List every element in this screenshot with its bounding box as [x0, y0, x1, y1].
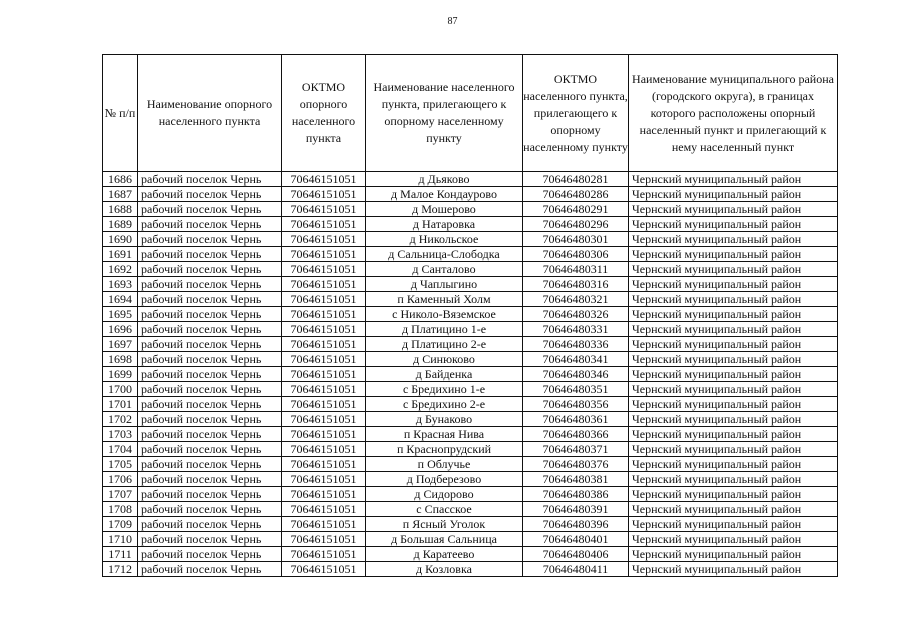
row-number-cell: 1697 [103, 337, 138, 352]
header-base-settlement: Наименование опорного населенного пункта [138, 55, 282, 172]
row-number-cell: 1709 [103, 517, 138, 532]
base-oktmo-cell: 70646151051 [282, 472, 366, 487]
municipal-district-cell: Чернский муниципальный район [629, 277, 838, 292]
base-settlement-cell: рабочий поселок Чернь [138, 217, 282, 232]
base-settlement-cell: рабочий поселок Чернь [138, 547, 282, 562]
adjacent-settlement-cell: п Краснопрудский [366, 442, 523, 457]
base-oktmo-cell: 70646151051 [282, 277, 366, 292]
row-number-cell: 1694 [103, 292, 138, 307]
adjacent-oktmo-cell: 70646480291 [523, 202, 629, 217]
row-number-cell: 1704 [103, 442, 138, 457]
table-row [103, 202, 838, 217]
base-oktmo-cell: 70646151051 [282, 532, 366, 547]
adjacent-settlement-cell: д Синюково [366, 352, 523, 367]
municipal-district-cell: Чернский муниципальный район [629, 427, 838, 442]
municipal-district-cell: Чернский муниципальный район [629, 382, 838, 397]
row-number-cell: 1696 [103, 322, 138, 337]
row-number-cell: 1708 [103, 502, 138, 517]
row-number-cell: 1711 [103, 547, 138, 562]
base-oktmo-cell: 70646151051 [282, 367, 366, 382]
adjacent-settlement-cell: п Ясный Уголок [366, 517, 523, 532]
row-number-cell: 1695 [103, 307, 138, 322]
row-number-cell: 1686 [103, 172, 138, 187]
table-row [103, 547, 838, 562]
adjacent-settlement-cell: д Сидорово [366, 487, 523, 502]
row-number-cell: 1707 [103, 487, 138, 502]
base-settlement-cell: рабочий поселок Чернь [138, 322, 282, 337]
table-row [103, 532, 838, 547]
base-settlement-cell: рабочий поселок Чернь [138, 457, 282, 472]
municipal-district-cell: Чернский муниципальный район [629, 247, 838, 262]
base-oktmo-cell: 70646151051 [282, 232, 366, 247]
municipal-district-cell: Чернский муниципальный район [629, 562, 838, 577]
table-row [103, 352, 838, 367]
municipal-district-cell: Чернский муниципальный район [629, 517, 838, 532]
base-oktmo-cell: 70646151051 [282, 502, 366, 517]
settlements-table [102, 54, 838, 577]
municipal-district-cell: Чернский муниципальный район [629, 202, 838, 217]
adjacent-settlement-cell: п Красная Нива [366, 427, 523, 442]
adjacent-oktmo-cell: 70646480406 [523, 547, 629, 562]
adjacent-oktmo-cell: 70646480326 [523, 307, 629, 322]
base-settlement-cell: рабочий поселок Чернь [138, 232, 282, 247]
base-settlement-cell: рабочий поселок Чернь [138, 382, 282, 397]
header-municipal-district: Наименование муниципального района (городского округа), в границах которого расположены опорный населенный пункт и прилегающий к нему населенный пункт [629, 55, 838, 172]
adjacent-oktmo-cell: 70646480411 [523, 562, 629, 577]
base-settlement-cell: рабочий поселок Чернь [138, 367, 282, 382]
base-settlement-cell: рабочий поселок Чернь [138, 307, 282, 322]
table-row [103, 307, 838, 322]
municipal-district-cell: Чернский муниципальный район [629, 547, 838, 562]
table-row [103, 517, 838, 532]
base-settlement-cell: рабочий поселок Чернь [138, 502, 282, 517]
adjacent-settlement-cell: д Подберезово [366, 472, 523, 487]
adjacent-oktmo-cell: 70646480286 [523, 187, 629, 202]
base-settlement-cell: рабочий поселок Чернь [138, 187, 282, 202]
adjacent-oktmo-cell: 70646480361 [523, 412, 629, 427]
adjacent-oktmo-cell: 70646480331 [523, 322, 629, 337]
base-oktmo-cell: 70646151051 [282, 187, 366, 202]
row-number-cell: 1699 [103, 367, 138, 382]
row-number-cell: 1693 [103, 277, 138, 292]
table-row [103, 487, 838, 502]
base-settlement-cell: рабочий поселок Чернь [138, 442, 282, 457]
table-row [103, 472, 838, 487]
municipal-district-cell: Чернский муниципальный район [629, 532, 838, 547]
base-oktmo-cell: 70646151051 [282, 247, 366, 262]
adjacent-oktmo-cell: 70646480296 [523, 217, 629, 232]
header-number: № п/п [103, 55, 138, 172]
table-row [103, 442, 838, 457]
adjacent-oktmo-cell: 70646480356 [523, 397, 629, 412]
adjacent-oktmo-cell: 70646480346 [523, 367, 629, 382]
base-settlement-cell: рабочий поселок Чернь [138, 427, 282, 442]
table-row [103, 172, 838, 187]
adjacent-settlement-cell: д Малое Кондаурово [366, 187, 523, 202]
base-oktmo-cell: 70646151051 [282, 292, 366, 307]
adjacent-oktmo-cell: 70646480301 [523, 232, 629, 247]
municipal-district-cell: Чернский муниципальный район [629, 187, 838, 202]
adjacent-oktmo-cell: 70646480316 [523, 277, 629, 292]
base-oktmo-cell: 70646151051 [282, 262, 366, 277]
adjacent-oktmo-cell: 70646480306 [523, 247, 629, 262]
table-body [103, 172, 838, 577]
base-settlement-cell: рабочий поселок Чернь [138, 202, 282, 217]
adjacent-settlement-cell: с Спасское [366, 502, 523, 517]
table-row [103, 427, 838, 442]
row-number-cell: 1706 [103, 472, 138, 487]
table-row [103, 337, 838, 352]
adjacent-oktmo-cell: 70646480376 [523, 457, 629, 472]
adjacent-settlement-cell: п Каменный Холм [366, 292, 523, 307]
municipal-district-cell: Чернский муниципальный район [629, 322, 838, 337]
row-number-cell: 1710 [103, 532, 138, 547]
adjacent-settlement-cell: с Николо-Вяземское [366, 307, 523, 322]
table-row [103, 277, 838, 292]
municipal-district-cell: Чернский муниципальный район [629, 307, 838, 322]
row-number-cell: 1688 [103, 202, 138, 217]
base-oktmo-cell: 70646151051 [282, 217, 366, 232]
base-settlement-cell: рабочий поселок Чернь [138, 337, 282, 352]
adjacent-settlement-cell: д Платицино 2-е [366, 337, 523, 352]
municipal-district-cell: Чернский муниципальный район [629, 292, 838, 307]
adjacent-settlement-cell: с Бредихино 1-е [366, 382, 523, 397]
adjacent-settlement-cell: д Козловка [366, 562, 523, 577]
base-settlement-cell: рабочий поселок Чернь [138, 487, 282, 502]
table-row [103, 562, 838, 577]
header-adjacent-settlement: Наименование населенного пункта, прилегающего к опорному населенному пункту [366, 55, 523, 172]
adjacent-oktmo-cell: 70646480381 [523, 472, 629, 487]
adjacent-oktmo-cell: 70646480391 [523, 502, 629, 517]
base-settlement-cell: рабочий поселок Чернь [138, 172, 282, 187]
row-number-cell: 1691 [103, 247, 138, 262]
row-number-cell: 1701 [103, 397, 138, 412]
municipal-district-cell: Чернский муниципальный район [629, 367, 838, 382]
municipal-district-cell: Чернский муниципальный район [629, 217, 838, 232]
base-oktmo-cell: 70646151051 [282, 427, 366, 442]
base-oktmo-cell: 70646151051 [282, 337, 366, 352]
base-settlement-cell: рабочий поселок Чернь [138, 397, 282, 412]
row-number-cell: 1702 [103, 412, 138, 427]
municipal-district-cell: Чернский муниципальный район [629, 472, 838, 487]
table-row [103, 292, 838, 307]
base-oktmo-cell: 70646151051 [282, 412, 366, 427]
base-oktmo-cell: 70646151051 [282, 352, 366, 367]
base-oktmo-cell: 70646151051 [282, 397, 366, 412]
table-header [103, 55, 838, 172]
adjacent-settlement-cell: д Байденка [366, 367, 523, 382]
adjacent-settlement-cell: с Бредихино 2-е [366, 397, 523, 412]
table-row [103, 397, 838, 412]
base-oktmo-cell: 70646151051 [282, 382, 366, 397]
header-base-oktmo: ОКТМО опорного населенного пункта [282, 55, 366, 172]
adjacent-oktmo-cell: 70646480366 [523, 427, 629, 442]
table-row [103, 232, 838, 247]
municipal-district-cell: Чернский муниципальный район [629, 502, 838, 517]
table-row [103, 247, 838, 262]
row-number-cell: 1712 [103, 562, 138, 577]
base-oktmo-cell: 70646151051 [282, 442, 366, 457]
municipal-district-cell: Чернский муниципальный район [629, 262, 838, 277]
page-number: 87 [447, 16, 458, 27]
municipal-district-cell: Чернский муниципальный район [629, 442, 838, 457]
row-number-cell: 1690 [103, 232, 138, 247]
table-row [103, 502, 838, 517]
base-settlement-cell: рабочий поселок Чернь [138, 247, 282, 262]
row-number-cell: 1703 [103, 427, 138, 442]
adjacent-settlement-cell: п Облучье [366, 457, 523, 472]
base-settlement-cell: рабочий поселок Чернь [138, 262, 282, 277]
municipal-district-cell: Чернский муниципальный район [629, 457, 838, 472]
base-oktmo-cell: 70646151051 [282, 307, 366, 322]
adjacent-oktmo-cell: 70646480321 [523, 292, 629, 307]
base-oktmo-cell: 70646151051 [282, 562, 366, 577]
row-number-cell: 1698 [103, 352, 138, 367]
adjacent-settlement-cell: д Дьяково [366, 172, 523, 187]
adjacent-settlement-cell: д Бунаково [366, 412, 523, 427]
adjacent-oktmo-cell: 70646480396 [523, 517, 629, 532]
adjacent-oktmo-cell: 70646480281 [523, 172, 629, 187]
table-row [103, 457, 838, 472]
municipal-district-cell: Чернский муниципальный район [629, 412, 838, 427]
adjacent-oktmo-cell: 70646480351 [523, 382, 629, 397]
adjacent-settlement-cell: д Большая Сальница [366, 532, 523, 547]
table-row [103, 322, 838, 337]
adjacent-settlement-cell: д Санталово [366, 262, 523, 277]
header-row [103, 55, 838, 172]
base-settlement-cell: рабочий поселок Чернь [138, 472, 282, 487]
base-oktmo-cell: 70646151051 [282, 517, 366, 532]
adjacent-oktmo-cell: 70646480311 [523, 262, 629, 277]
header-adjacent-oktmo: ОКТМО населенного пункта, прилегающего к опорному населенному пункту [523, 55, 629, 172]
adjacent-settlement-cell: д Сальница-Слободка [366, 247, 523, 262]
adjacent-oktmo-cell: 70646480371 [523, 442, 629, 457]
table-row [103, 412, 838, 427]
base-settlement-cell: рабочий поселок Чернь [138, 517, 282, 532]
base-oktmo-cell: 70646151051 [282, 547, 366, 562]
municipal-district-cell: Чернский муниципальный район [629, 397, 838, 412]
base-oktmo-cell: 70646151051 [282, 172, 366, 187]
table-row [103, 262, 838, 277]
row-number-cell: 1700 [103, 382, 138, 397]
adjacent-oktmo-cell: 70646480336 [523, 337, 629, 352]
municipal-district-cell: Чернский муниципальный район [629, 172, 838, 187]
base-settlement-cell: рабочий поселок Чернь [138, 352, 282, 367]
adjacent-settlement-cell: д Натаровка [366, 217, 523, 232]
base-oktmo-cell: 70646151051 [282, 487, 366, 502]
base-settlement-cell: рабочий поселок Чернь [138, 412, 282, 427]
base-settlement-cell: рабочий поселок Чернь [138, 562, 282, 577]
adjacent-settlement-cell: д Каратеево [366, 547, 523, 562]
row-number-cell: 1692 [103, 262, 138, 277]
row-number-cell: 1687 [103, 187, 138, 202]
adjacent-oktmo-cell: 70646480386 [523, 487, 629, 502]
row-number-cell: 1705 [103, 457, 138, 472]
adjacent-settlement-cell: д Чаплыгино [366, 277, 523, 292]
municipal-district-cell: Чернский муниципальный район [629, 487, 838, 502]
table-row [103, 382, 838, 397]
base-oktmo-cell: 70646151051 [282, 322, 366, 337]
base-oktmo-cell: 70646151051 [282, 202, 366, 217]
base-settlement-cell: рабочий поселок Чернь [138, 532, 282, 547]
adjacent-oktmo-cell: 70646480401 [523, 532, 629, 547]
base-settlement-cell: рабочий поселок Чернь [138, 277, 282, 292]
table-row [103, 367, 838, 382]
municipal-district-cell: Чернский муниципальный район [629, 337, 838, 352]
adjacent-oktmo-cell: 70646480341 [523, 352, 629, 367]
table-row [103, 217, 838, 232]
table-row [103, 187, 838, 202]
municipal-district-cell: Чернский муниципальный район [629, 232, 838, 247]
adjacent-settlement-cell: д Мошерово [366, 202, 523, 217]
base-oktmo-cell: 70646151051 [282, 457, 366, 472]
row-number-cell: 1689 [103, 217, 138, 232]
base-settlement-cell: рабочий поселок Чернь [138, 292, 282, 307]
municipal-district-cell: Чернский муниципальный район [629, 352, 838, 367]
adjacent-settlement-cell: д Платицино 1-е [366, 322, 523, 337]
adjacent-settlement-cell: д Никольское [366, 232, 523, 247]
